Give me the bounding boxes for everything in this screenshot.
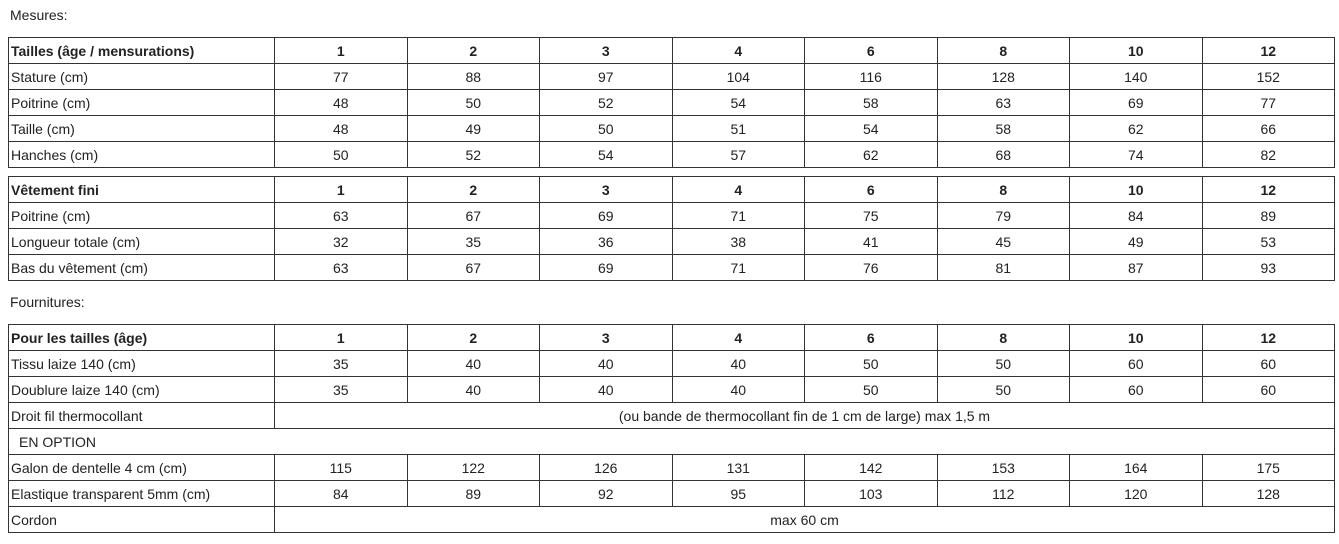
size-header-cell: 3	[540, 325, 673, 351]
value-cell: 104	[672, 64, 805, 90]
size-header-cell: 8	[937, 38, 1070, 64]
value-cell: 48	[275, 90, 408, 116]
value-cell: 175	[1202, 455, 1335, 481]
value-cell: 126	[540, 455, 673, 481]
value-cell: 49	[1070, 229, 1203, 255]
size-header-cell: 12	[1202, 325, 1335, 351]
value-cell: 69	[1070, 90, 1203, 116]
size-header-cell: 6	[805, 177, 938, 203]
size-header-cell: 4	[672, 38, 805, 64]
value-cell: 50	[275, 142, 408, 168]
value-cell: 140	[1070, 64, 1203, 90]
value-cell: 50	[937, 377, 1070, 403]
value-cell: 81	[937, 255, 1070, 281]
value-cell: 89	[407, 481, 540, 507]
value-cell: 40	[540, 351, 673, 377]
size-header-cell: 12	[1202, 38, 1335, 64]
value-cell: 120	[1070, 481, 1203, 507]
value-cell: 67	[407, 203, 540, 229]
value-cell: 50	[540, 116, 673, 142]
value-cell: 35	[275, 351, 408, 377]
row-label-cell: Droit fil thermocollant	[9, 403, 275, 429]
value-cell: 50	[805, 351, 938, 377]
vetement-fini-table	[8, 176, 1335, 281]
value-cell: 68	[937, 142, 1070, 168]
size-header-cell: 1	[275, 325, 408, 351]
value-cell: 71	[672, 203, 805, 229]
value-cell: 152	[1202, 64, 1335, 90]
value-cell: 62	[805, 142, 938, 168]
table-row	[9, 203, 1335, 229]
value-cell: 49	[407, 116, 540, 142]
value-cell: 89	[1202, 203, 1335, 229]
size-header-cell: 2	[407, 177, 540, 203]
header-label-cell: Pour les tailles (âge)	[9, 325, 275, 351]
row-label-cell: Taille (cm)	[9, 116, 275, 142]
table-row	[9, 255, 1335, 281]
value-cell: 82	[1202, 142, 1335, 168]
option-label-cell: EN OPTION	[9, 429, 1335, 455]
table-row	[9, 455, 1335, 481]
row-label-cell: Cordon	[9, 507, 275, 533]
value-cell: 87	[1070, 255, 1203, 281]
value-cell: 84	[1070, 203, 1203, 229]
value-cell: 52	[540, 90, 673, 116]
size-header-cell: 8	[937, 325, 1070, 351]
cordon-row	[9, 507, 1335, 533]
value-cell: 40	[672, 377, 805, 403]
value-cell: 35	[407, 229, 540, 255]
value-cell: 92	[540, 481, 673, 507]
size-header-cell: 10	[1070, 325, 1203, 351]
value-cell: 51	[672, 116, 805, 142]
fournitures-title: Fournitures:	[10, 294, 85, 310]
value-cell: 122	[407, 455, 540, 481]
header-label-cell: Vêtement fini	[9, 177, 275, 203]
mesures-title: Mesures:	[10, 7, 68, 23]
value-cell: 131	[672, 455, 805, 481]
option-row	[9, 429, 1335, 455]
size-header-cell: 3	[540, 177, 673, 203]
value-cell: 54	[805, 116, 938, 142]
value-cell: 63	[275, 255, 408, 281]
size-header-cell: 4	[672, 177, 805, 203]
row-label-cell: Poitrine (cm)	[9, 90, 275, 116]
mesures-table	[8, 37, 1335, 168]
value-cell: 48	[275, 116, 408, 142]
size-header-cell: 2	[407, 325, 540, 351]
value-cell: 35	[275, 377, 408, 403]
value-cell: 53	[1202, 229, 1335, 255]
value-cell: 52	[407, 142, 540, 168]
size-header-cell: 6	[805, 38, 938, 64]
value-cell: 88	[407, 64, 540, 90]
droit-fil-row	[9, 403, 1335, 429]
table-row	[9, 90, 1335, 116]
value-cell: 36	[540, 229, 673, 255]
table-row	[9, 481, 1335, 507]
merged-value-cell: max 60 cm	[275, 507, 1335, 533]
value-cell: 69	[540, 255, 673, 281]
table-header-row	[9, 325, 1335, 351]
value-cell: 69	[540, 203, 673, 229]
value-cell: 115	[275, 455, 408, 481]
value-cell: 57	[672, 142, 805, 168]
row-label-cell: Poitrine (cm)	[9, 203, 275, 229]
value-cell: 142	[805, 455, 938, 481]
value-cell: 41	[805, 229, 938, 255]
row-label-cell: Bas du vêtement (cm)	[9, 255, 275, 281]
value-cell: 71	[672, 255, 805, 281]
value-cell: 54	[672, 90, 805, 116]
value-cell: 60	[1202, 377, 1335, 403]
table-row	[9, 229, 1335, 255]
value-cell: 75	[805, 203, 938, 229]
size-header-cell: 1	[275, 177, 408, 203]
size-header-cell: 10	[1070, 38, 1203, 64]
table-row	[9, 64, 1335, 90]
header-label-cell: Tailles (âge / mensurations)	[9, 38, 275, 64]
value-cell: 77	[1202, 90, 1335, 116]
value-cell: 45	[937, 229, 1070, 255]
value-cell: 116	[805, 64, 938, 90]
value-cell: 79	[937, 203, 1070, 229]
value-cell: 40	[540, 377, 673, 403]
value-cell: 63	[937, 90, 1070, 116]
value-cell: 50	[805, 377, 938, 403]
table-header-row	[9, 177, 1335, 203]
value-cell: 95	[672, 481, 805, 507]
value-cell: 76	[805, 255, 938, 281]
value-cell: 63	[275, 203, 408, 229]
value-cell: 60	[1070, 377, 1203, 403]
row-label-cell: Stature (cm)	[9, 64, 275, 90]
row-label-cell: Elastique transparent 5mm (cm)	[9, 481, 275, 507]
size-header-cell: 12	[1202, 177, 1335, 203]
size-header-cell: 3	[540, 38, 673, 64]
value-cell: 103	[805, 481, 938, 507]
merged-value-cell: (ou bande de thermocollant fin de 1 cm de large) max 1,5 m	[275, 403, 1335, 429]
value-cell: 128	[937, 64, 1070, 90]
value-cell: 93	[1202, 255, 1335, 281]
row-label-cell: Tissu laize 140 (cm)	[9, 351, 275, 377]
size-header-cell: 8	[937, 177, 1070, 203]
table-row	[9, 142, 1335, 168]
value-cell: 62	[1070, 116, 1203, 142]
table-row	[9, 377, 1335, 403]
row-label-cell: Longueur totale (cm)	[9, 229, 275, 255]
row-label-cell: Galon de dentelle 4 cm (cm)	[9, 455, 275, 481]
value-cell: 40	[672, 351, 805, 377]
row-label-cell: Hanches (cm)	[9, 142, 275, 168]
value-cell: 58	[937, 116, 1070, 142]
table-header-row	[9, 38, 1335, 64]
value-cell: 58	[805, 90, 938, 116]
value-cell: 74	[1070, 142, 1203, 168]
row-label-cell: Doublure laize 140 (cm)	[9, 377, 275, 403]
table-row	[9, 116, 1335, 142]
value-cell: 60	[1202, 351, 1335, 377]
value-cell: 40	[407, 351, 540, 377]
value-cell: 40	[407, 377, 540, 403]
size-header-cell: 10	[1070, 177, 1203, 203]
size-header-cell: 2	[407, 38, 540, 64]
size-header-cell: 6	[805, 325, 938, 351]
value-cell: 50	[937, 351, 1070, 377]
size-header-cell: 4	[672, 325, 805, 351]
value-cell: 84	[275, 481, 408, 507]
value-cell: 112	[937, 481, 1070, 507]
value-cell: 77	[275, 64, 408, 90]
table-row	[9, 351, 1335, 377]
value-cell: 60	[1070, 351, 1203, 377]
value-cell: 38	[672, 229, 805, 255]
fournitures-table	[8, 324, 1335, 533]
value-cell: 153	[937, 455, 1070, 481]
value-cell: 50	[407, 90, 540, 116]
value-cell: 66	[1202, 116, 1335, 142]
value-cell: 54	[540, 142, 673, 168]
value-cell: 67	[407, 255, 540, 281]
value-cell: 32	[275, 229, 408, 255]
value-cell: 164	[1070, 455, 1203, 481]
value-cell: 97	[540, 64, 673, 90]
value-cell: 128	[1202, 481, 1335, 507]
size-header-cell: 1	[275, 38, 408, 64]
